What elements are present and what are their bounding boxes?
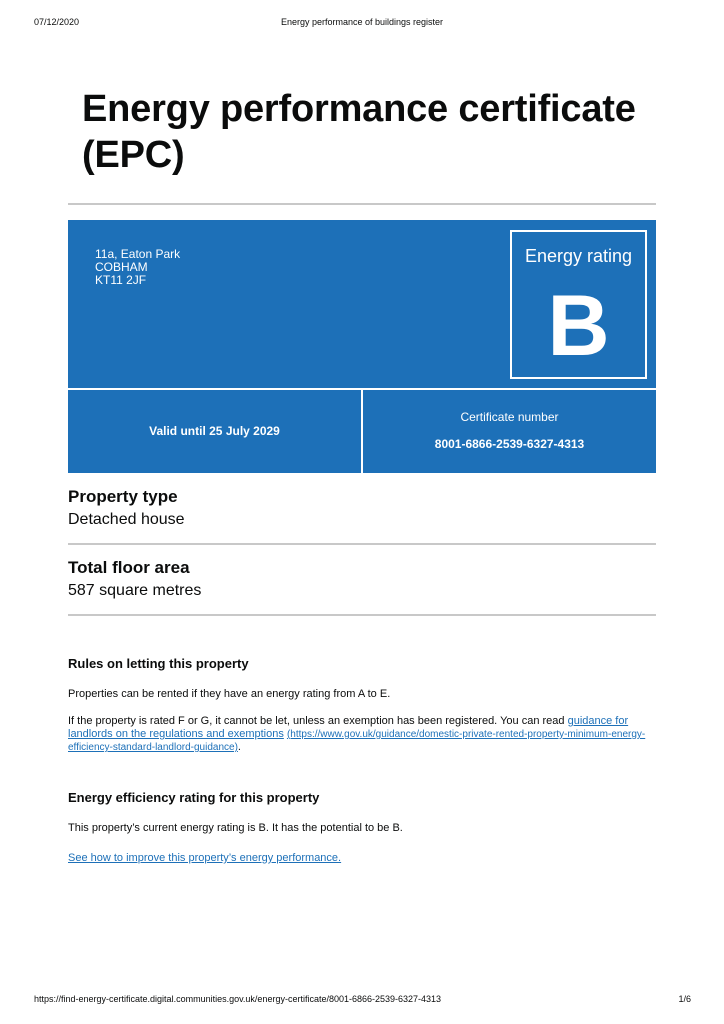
print-date: 07/12/2020 — [34, 17, 80, 27]
efficiency-rating-heading: Energy efficiency rating for this property — [68, 790, 320, 805]
certificate-number: 8001-6866-2539-6327-4313 — [434, 437, 585, 451]
improve-performance-paragraph — [68, 852, 658, 865]
certificate-number-label: Certificate number — [460, 410, 559, 424]
divider — [68, 203, 656, 205]
property-type-heading: Property type — [68, 487, 178, 506]
letting-rules-paragraph-2 — [68, 715, 658, 754]
letting-rules-text: If the property is rated F or G, it cannot be let, unless an exemption has been registered. You can read — [68, 715, 568, 727]
letting-rules-end: . — [237, 741, 241, 753]
improve-performance-link[interactable]: See how to improve this property’s energy performance. — [68, 852, 342, 864]
landlord-guidance-link[interactable]: guidance for landlords on the regulations and exemptions — [68, 715, 629, 740]
energy-rating-letter: B — [547, 278, 610, 374]
epc-divider-vertical — [361, 390, 363, 473]
letting-rules-heading: Rules on letting this property — [68, 656, 249, 671]
valid-until: Valid until 25 July 2029 — [149, 424, 280, 438]
page-number: 1/6 — [678, 994, 691, 1004]
floor-area-heading: Total floor area — [68, 558, 190, 577]
address-line-1: 11a, Eaton Park — [95, 247, 181, 261]
letting-rules-paragraph-1: Properties can be rented if they have an energy rating from A to E. — [68, 688, 391, 700]
divider — [68, 543, 656, 545]
divider — [68, 614, 656, 616]
epc-summary-panel — [68, 220, 656, 473]
floor-area-value: 587 square metres — [68, 582, 202, 599]
efficiency-rating-paragraph: This property’s current energy rating is B. It has the potential to be B. — [68, 822, 403, 834]
print-footer-url: https://find-energy-certificate.digital.communities.gov.uk/energy-certificate/8001-6866-2539-6327-4313 — [34, 994, 442, 1004]
epc-top-section — [68, 220, 656, 388]
property-type-value: Detached house — [68, 511, 185, 528]
address-line-3: KT11 2JF — [95, 273, 147, 287]
address-line-2: COBHAM — [95, 260, 148, 274]
energy-rating-label: Energy rating — [524, 246, 633, 266]
landlord-guidance-url[interactable]: (https://www.gov.uk/guidance/domestic-private-rented-property-minimum-energy-efficiency-standard-landlord-guidance) — [68, 729, 646, 753]
print-title: Energy performance of buildings register — [280, 17, 444, 27]
energy-rating-box — [510, 230, 647, 379]
property-address — [95, 248, 180, 287]
page-title: Energy performance certificate (EPC) — [82, 88, 636, 176]
